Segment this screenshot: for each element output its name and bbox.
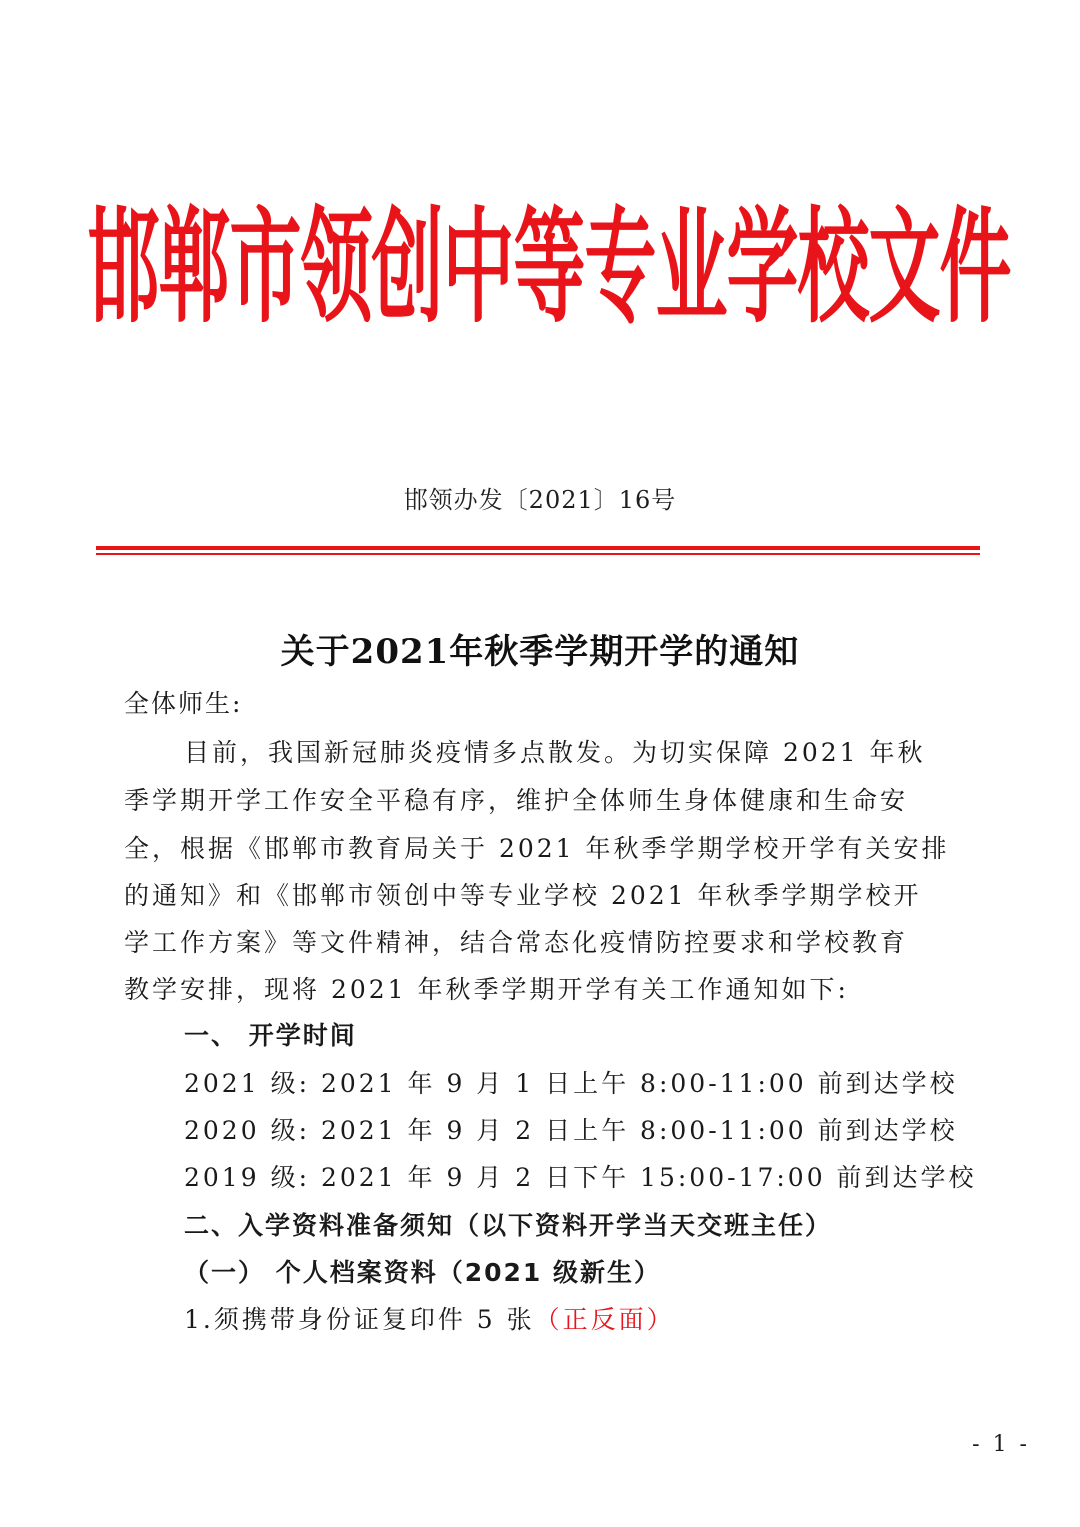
schedule-item: 2020 级: 2021 年 9 月 2 日上午 8:00-11:00 前到达学校 (184, 1116, 958, 1145)
materials-item-1-note: （正反面） (534, 1305, 675, 1334)
masthead (87, 192, 1011, 342)
document-number: 邯领办发〔2021〕16号 (403, 486, 677, 514)
masthead-text: 邯郸市领创中等专业学校文件 (87, 194, 1011, 340)
intro-line: 全，根据《邯郸市教育局关于 2021 年秋季学期学校开学有关安排 (124, 834, 950, 863)
schedule-item: 2021 级: 2021 年 9 月 1 日上午 8:00-11:00 前到达学校 (184, 1069, 958, 1098)
schedule-item: 2019 级: 2021 年 9 月 2 日下午 15:00-17:00 前到达学校 (184, 1163, 977, 1192)
notice-title: 关于2021年秋季学期开学的通知 (280, 632, 800, 672)
intro-line: 季学期开学工作安全平稳有序，维护全体师生身体健康和生命安 (124, 786, 909, 815)
materials-item-1-text: 1.须携带身份证复印件 5 张 (184, 1305, 535, 1334)
intro-line: 教学安排，现将 2021 年秋季学期开学有关工作通知如下: (124, 975, 849, 1004)
section-heading-materials: 二、入学资料准备须知（以下资料开学当天交班主任） (184, 1211, 833, 1240)
page-number: - 1 - (972, 1432, 1030, 1457)
red-divider-thick (96, 546, 980, 550)
salutation: 全体师生: (124, 689, 243, 718)
subsection-heading-files: （一） 个人档案资料（2021 级新生） (184, 1258, 661, 1287)
section-heading-start-time: 一、 开学时间 (184, 1021, 357, 1050)
red-divider-thin (96, 553, 980, 555)
intro-line: 目前，我国新冠肺炎疫情多点散发。为切实保障 2021 年秋 (184, 738, 926, 767)
materials-item-1 (184, 1300, 1014, 1336)
intro-line: 的通知》和《邯郸市领创中等专业学校 2021 年秋季学期学校开 (124, 881, 922, 910)
intro-line: 学工作方案》等文件精神，结合常态化疫情防控要求和学校教育 (124, 928, 909, 957)
